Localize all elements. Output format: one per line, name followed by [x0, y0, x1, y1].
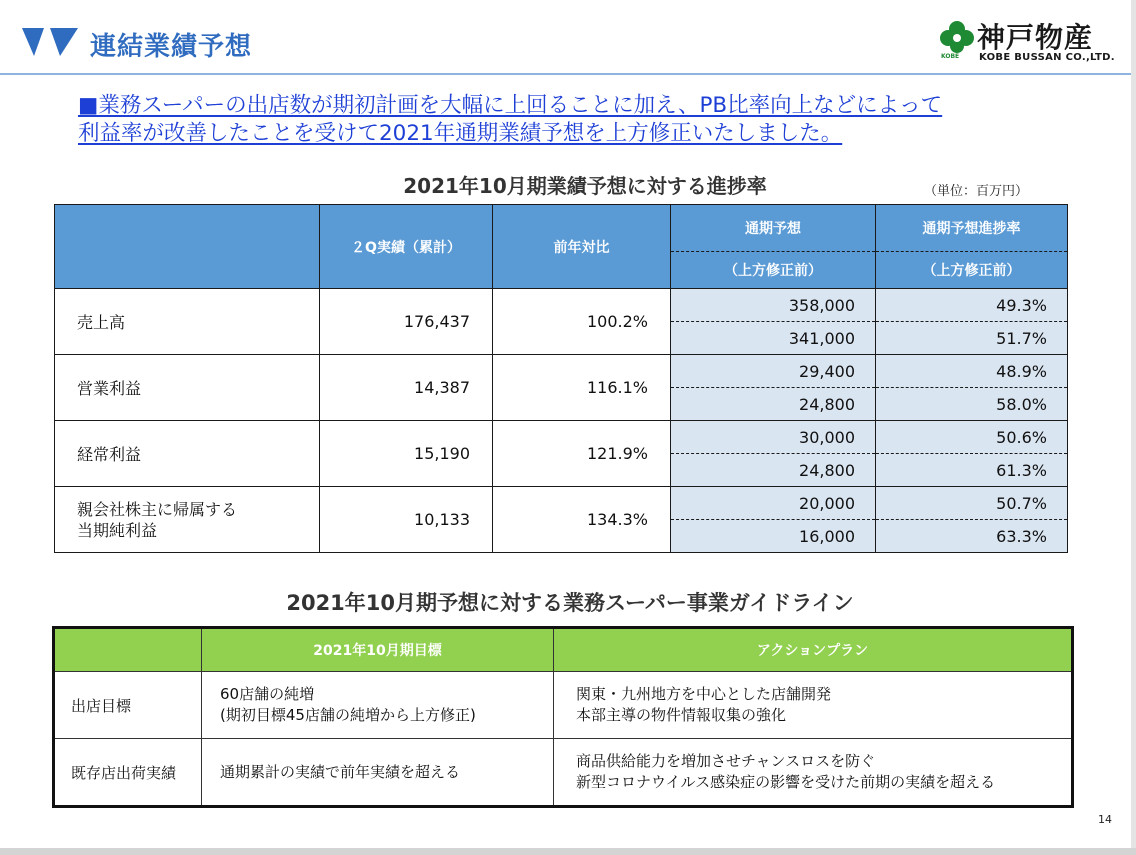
header-forecast-before: （上方修正前） [671, 252, 876, 289]
actual-value: 15,190 [320, 421, 493, 487]
slide-edge-bottom [0, 848, 1136, 855]
table-row [54, 672, 1073, 739]
actual-value: 10,133 [320, 487, 493, 553]
table-row [55, 289, 1068, 322]
yoy-value: 100.2% [493, 289, 671, 355]
company-logo [935, 18, 1115, 68]
forecast-before-value: 24,800 [671, 454, 876, 487]
target-line-2: (期初目標45店舗の純増から上方修正) [220, 706, 476, 724]
forecast-before-value: 16,000 [671, 520, 876, 553]
yoy-value: 116.1% [493, 355, 671, 421]
progress-value: 50.6% [876, 421, 1068, 454]
revision-notice[interactable] [78, 92, 1068, 148]
table-row [55, 487, 1068, 520]
forecast-table-title: 2021年10月期業績予想に対する進捗率 [403, 174, 767, 198]
actual-value: 176,437 [320, 289, 493, 355]
action-line-1: 関東・九州地方を中心とした店舗開発 [576, 685, 832, 703]
guideline-table-title: 2021年10月期予想に対する業務スーパー事業ガイドライン [286, 591, 854, 615]
unit-label: （単位：百万円） [924, 184, 1029, 199]
header-blank [54, 628, 202, 672]
action-line-2: 本部主導の物件情報収集の強化 [576, 706, 787, 724]
action-cell [554, 672, 1073, 739]
forecast-value: 358,000 [671, 289, 876, 322]
target-line-1: 60店舗の純増 [220, 685, 315, 703]
table-row [54, 739, 1073, 807]
forecast-table [54, 204, 1068, 553]
yoy-value: 121.9% [493, 421, 671, 487]
target-line-1: 通期累計の実績で前年実績を超える [220, 762, 461, 781]
action-line-2: 新型コロナウイルス感染症の影響を受けた前期の実績を超える [576, 773, 996, 791]
logo-tag: KOBE [941, 53, 960, 60]
table-row [55, 421, 1068, 454]
row-label: 経常利益 [55, 421, 320, 487]
logo-name-jp: 神戸物産 [977, 21, 1094, 54]
clover-icon [939, 20, 975, 56]
row-label: 売上高 [55, 289, 320, 355]
progress-value: 48.9% [876, 355, 1068, 388]
progress-before-value: 61.3% [876, 454, 1068, 487]
header-divider [0, 73, 1136, 75]
row-label-line-1: 親会社株主に帰属する [77, 499, 238, 519]
forecast-value: 30,000 [671, 421, 876, 454]
title-chevron-icon [22, 28, 82, 56]
header-forecast: 通期予想 [671, 205, 876, 252]
table-row [55, 355, 1068, 388]
header-yoy: 前年対比 [493, 205, 671, 289]
header-2q-actual: ２Q実績（累計） [320, 205, 493, 289]
progress-value: 50.7% [876, 487, 1068, 520]
row-label: 出店目標 [54, 672, 202, 739]
forecast-before-value: 24,800 [671, 388, 876, 421]
forecast-before-value: 341,000 [671, 322, 876, 355]
progress-before-value: 51.7% [876, 322, 1068, 355]
row-label: 既存店出荷実績 [54, 739, 202, 807]
row-label-line-2: 当期純利益 [77, 520, 158, 540]
header-target: 2021年10月期目標 [202, 628, 554, 672]
progress-before-value: 63.3% [876, 520, 1068, 553]
header-blank [55, 205, 320, 289]
progress-value: 49.3% [876, 289, 1068, 322]
row-label [55, 487, 320, 553]
guideline-table [52, 626, 1074, 808]
logo-name-en: KOBE BUSSAN CO.,LTD. [979, 52, 1115, 63]
forecast-value: 20,000 [671, 487, 876, 520]
slide-edge [1131, 0, 1136, 855]
target-cell [202, 739, 554, 807]
actual-value: 14,387 [320, 355, 493, 421]
page-number: 14 [1098, 813, 1112, 826]
action-cell [554, 739, 1073, 807]
row-label: 営業利益 [55, 355, 320, 421]
forecast-value: 29,400 [671, 355, 876, 388]
header-progress-before: （上方修正前） [876, 252, 1068, 289]
page-title: 連結業績予想 [90, 32, 253, 62]
notice-line-1: ■業務スーパーの出店数が期初計画を大幅に上回ることに加え、PB比率向上などによって [78, 93, 943, 118]
header-action: アクションプラン [554, 628, 1073, 672]
target-cell [202, 672, 554, 739]
progress-before-value: 58.0% [876, 388, 1068, 421]
action-line-1: 商品供給能力を増加させチャンスロスを防ぐ [576, 752, 876, 770]
yoy-value: 134.3% [493, 487, 671, 553]
notice-line-2: 利益率が改善したことを受けて2021年通期業績予想を上方修正いたしました。 [78, 121, 843, 146]
header-progress: 通期予想進捗率 [876, 205, 1068, 252]
